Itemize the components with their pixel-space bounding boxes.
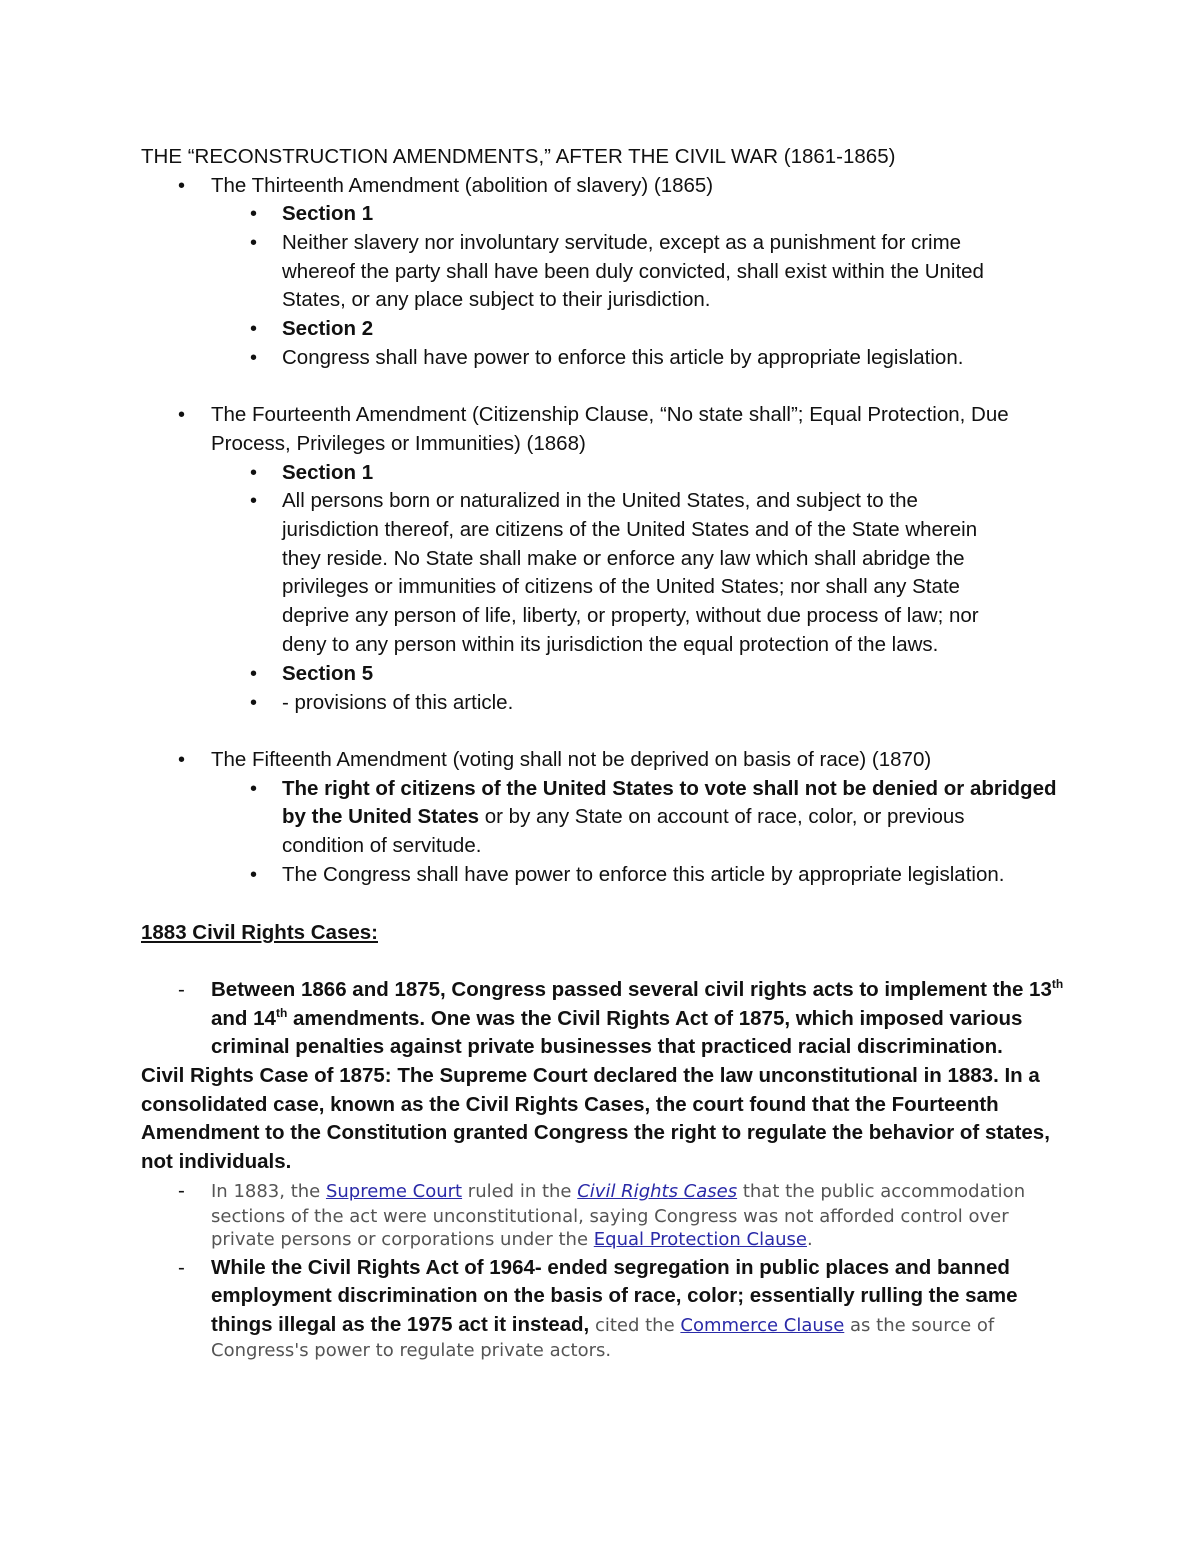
text-line: whereof the party shall have been duly convicted, shall exist within the United — [282, 260, 984, 283]
text-line: criminal penalties against private businesses that practiced racial discrimination. — [211, 1035, 1003, 1058]
bullet: • — [250, 232, 258, 254]
text-line: they reside. No State shall make or enforce any law which shall abridge the — [282, 547, 965, 570]
bullet: • — [250, 778, 258, 800]
thirteenth-amendment-heading: The Thirteenth Amendment (abolition of slavery) (1865) — [211, 174, 714, 197]
bullet: • — [178, 404, 186, 426]
text-line: private persons or corporations under the Equal Protection Clause. — [211, 1229, 813, 1250]
text-line: States, or any place subject to their jurisdiction. — [282, 288, 711, 311]
text-line: privileges or immunities of citizens of the United States; nor shall any State — [282, 575, 960, 598]
bullet: • — [250, 692, 258, 714]
bullet: • — [250, 490, 258, 512]
dash: - — [178, 978, 185, 1001]
bullet: • — [178, 175, 186, 197]
bullet: • — [250, 663, 258, 685]
commerce-clause-link[interactable]: Commerce Clause — [680, 1315, 845, 1336]
text-line: Congress's power to regulate private actors. — [211, 1340, 612, 1361]
text-line: not individuals. — [141, 1150, 292, 1173]
text-line: deny to any person within its jurisdiction the equal protection of the laws. — [282, 633, 939, 656]
bullet: • — [178, 749, 186, 771]
text-line: All persons born or naturalized in the United States, and subject to the — [282, 489, 918, 512]
section-label: Section 2 — [282, 317, 374, 340]
text-line: Neither slavery nor involuntary servitude, except as a punishment for crime — [282, 231, 962, 254]
text-line: While the Civil Rights Act of 1964- ended segregation in public places and banned — [211, 1256, 1010, 1279]
cases-heading: 1883 Civil Rights Cases: — [141, 921, 378, 944]
text-line: - provisions of this article. — [282, 691, 514, 714]
text-line: condition of servitude. — [282, 834, 482, 857]
bullet: • — [250, 864, 258, 886]
supreme-court-link[interactable]: Supreme Court — [325, 1181, 463, 1202]
text-line: Amendment to the Constitution granted Congress the right to regulate the behavior of states, — [141, 1121, 1050, 1144]
fourteenth-amendment-heading-cont: Process, Privileges or Immunities) (1868) — [211, 432, 586, 455]
text-line: by the United States or by any State on account of race, color, or previous — [282, 805, 965, 828]
fourteenth-amendment-heading: The Fourteenth Amendment (Citizenship Clause, “No state shall”; Equal Protection, Due — [211, 403, 1009, 426]
section-label: Section 5 — [282, 662, 374, 685]
text-line: sections of the act were unconstitutional, saying Congress was not afforded control over — [211, 1206, 1009, 1227]
text-line: Between 1866 and 1875, Congress passed several civil rights acts to implement the 13th — [211, 977, 1064, 1001]
text-line: The Congress shall have power to enforce this article by appropriate legislation. — [282, 863, 1005, 886]
fifteenth-amendment-heading: The Fifteenth Amendment (voting shall not be deprived on basis of race) (1870) — [211, 748, 932, 771]
civil-rights-cases-link[interactable]: Civil Rights Cases — [577, 1181, 738, 1202]
dash: - — [178, 1256, 185, 1279]
text-line: things illegal as the 1975 act it instead, cited the Commerce Clause as the source of — [211, 1313, 995, 1336]
text-line: and 14th amendments. One was the Civil Rights Act of 1875, which imposed various — [211, 1006, 1023, 1030]
bullet: • — [250, 462, 258, 484]
text-line: jurisdiction thereof, are citizens of the United States and of the State wherein — [282, 518, 978, 541]
document-title: THE “RECONSTRUCTION AMENDMENTS,” AFTER THE CIVIL WAR (1861-1865) — [141, 145, 896, 168]
text-line: In 1883, the Supreme Court ruled in the Civil Rights Cases that the public accommodation — [211, 1181, 1026, 1202]
text-line: Civil Rights Case of 1875: The Supreme Court declared the law unconstitutional in 1883. In a — [141, 1064, 1040, 1087]
section-label: Section 1 — [282, 461, 374, 484]
equal-protection-clause-link[interactable]: Equal Protection Clause — [593, 1229, 807, 1250]
bullet: • — [250, 318, 258, 340]
bullet: • — [250, 203, 258, 225]
text-line: deprive any person of life, liberty, or property, without due process of law; nor — [282, 604, 979, 627]
text-line: consolidated case, known as the Civil Rights Cases, the court found that the Fourteenth — [141, 1093, 999, 1116]
section-label: Section 1 — [282, 202, 374, 225]
text-line: Congress shall have power to enforce this article by appropriate legislation. — [282, 346, 964, 369]
dash: - — [178, 1179, 185, 1202]
text-line: The right of citizens of the United States to vote shall not be denied or abridged — [282, 777, 1057, 800]
text-line: employment discrimination on the basis of race, color; essentially rulling the same — [211, 1284, 1018, 1307]
bullet: • — [250, 347, 258, 369]
